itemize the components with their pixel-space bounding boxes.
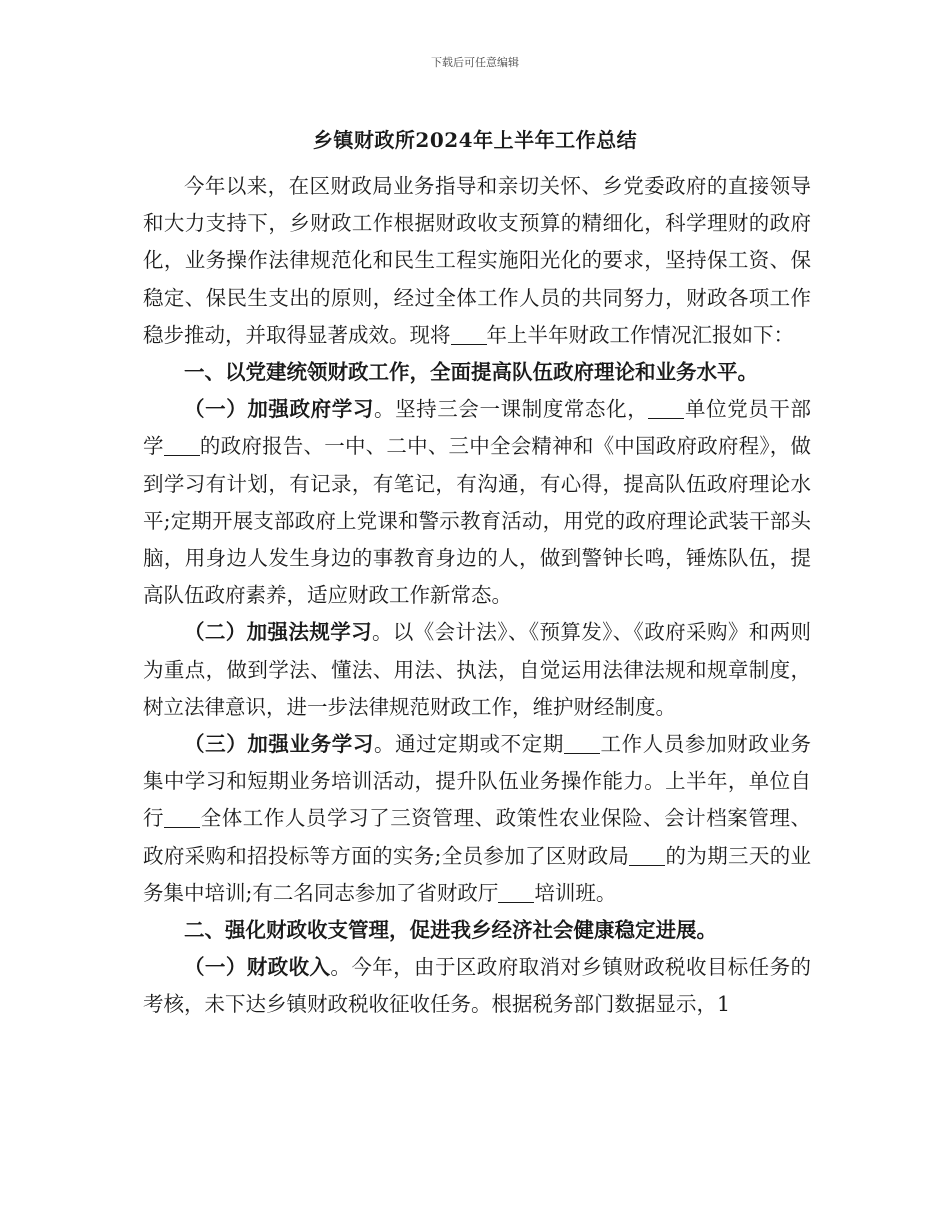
- section-heading-2: 二、强化财政收支管理，促进我乡经济社会健康稳定进展。: [184, 918, 717, 943]
- paragraph-business-study: （三）加强业务学习。通过定期或不定期 工作人员参加财政业务集中学习和短期业务培训活动，提升队伍业务操作能力。上半年，单位自行 全体工作人员学习了三资管理、政策性农业保险、会计档案管理、政府采购和招投标等方面的实务;全员参加了区财政局 的为期三天的业务集中培训;有二名同志参加了省财政厅 培训班。: [143, 732, 812, 905]
- blank-line: [564, 733, 600, 755]
- subheading: （三）加强业务学习: [184, 732, 374, 757]
- document-title: 乡镇财政所2024年上半年工作总结: [312, 128, 638, 152]
- blank-line: [451, 323, 487, 345]
- section-heading-1: 一、以党建统领财政工作，全面提高队伍政府理论和业务水平。: [184, 360, 758, 385]
- blank-line: [164, 807, 200, 829]
- blank-line: [164, 435, 200, 457]
- intro-paragraph: 今年以来，在区财政局业务指导和亲切关怀、乡党委政府的直接领导和大力支持下，乡财政工作根据财政收支预算的精细化，科学理财的政府化，业务操作法律规范化和民生工程实施阳光化的要求，坚持保工资、保稳定、保民生支出的原则，经过全体工作人员的共同努力，财政各项工作稳步推动，并取得显著成效。现将 年上半年财政工作情况汇报如下：: [143, 174, 811, 347]
- header-note: 下载后可任意编辑: [431, 56, 519, 69]
- paragraph-law-study: （二）加强法规学习。以《会计法》、《预算发》、《政府采购》和两则为重点，做到学法、懂法、用法、执法，自觉运用法律法规和规章制度，树立法律意识，进一步法律规范财政工作，维护财经制度。: [143, 620, 811, 719]
- document-body: [143, 168, 811, 1024]
- blank-line: [648, 398, 684, 420]
- subheading: （二）加强法规学习: [184, 620, 372, 645]
- subheading: （一）加强政府学习: [184, 397, 374, 422]
- subheading: （一）财政收入: [184, 955, 331, 980]
- blank-line: [629, 844, 665, 866]
- blank-line: [498, 881, 534, 903]
- paragraph-revenue: （一）财政收入。今年，由于区政府取消对乡镇财政税收目标任务的考核，未下达乡镇财政税收征收任务。根据税务部门数据显示，1: [143, 955, 812, 1017]
- paragraph-political-study: （一）加强政府学习。坚持三会一课制度常态化， 单位党员干部学 的政府报告、一中、二中、三中全会精神和《中国政府政府程》，做到学习有计划，有记录，有笔记，有沟通，有心得，提高队伍政府理论水平;定期开展支部政府上党课和警示教育活动，用党的政府理论武装干部头脑，用身边人发生身边的事教育身边的人，做到警钟长鸣，锤炼队伍，提高队伍政府素养，适应财政工作新常态。: [143, 397, 812, 608]
